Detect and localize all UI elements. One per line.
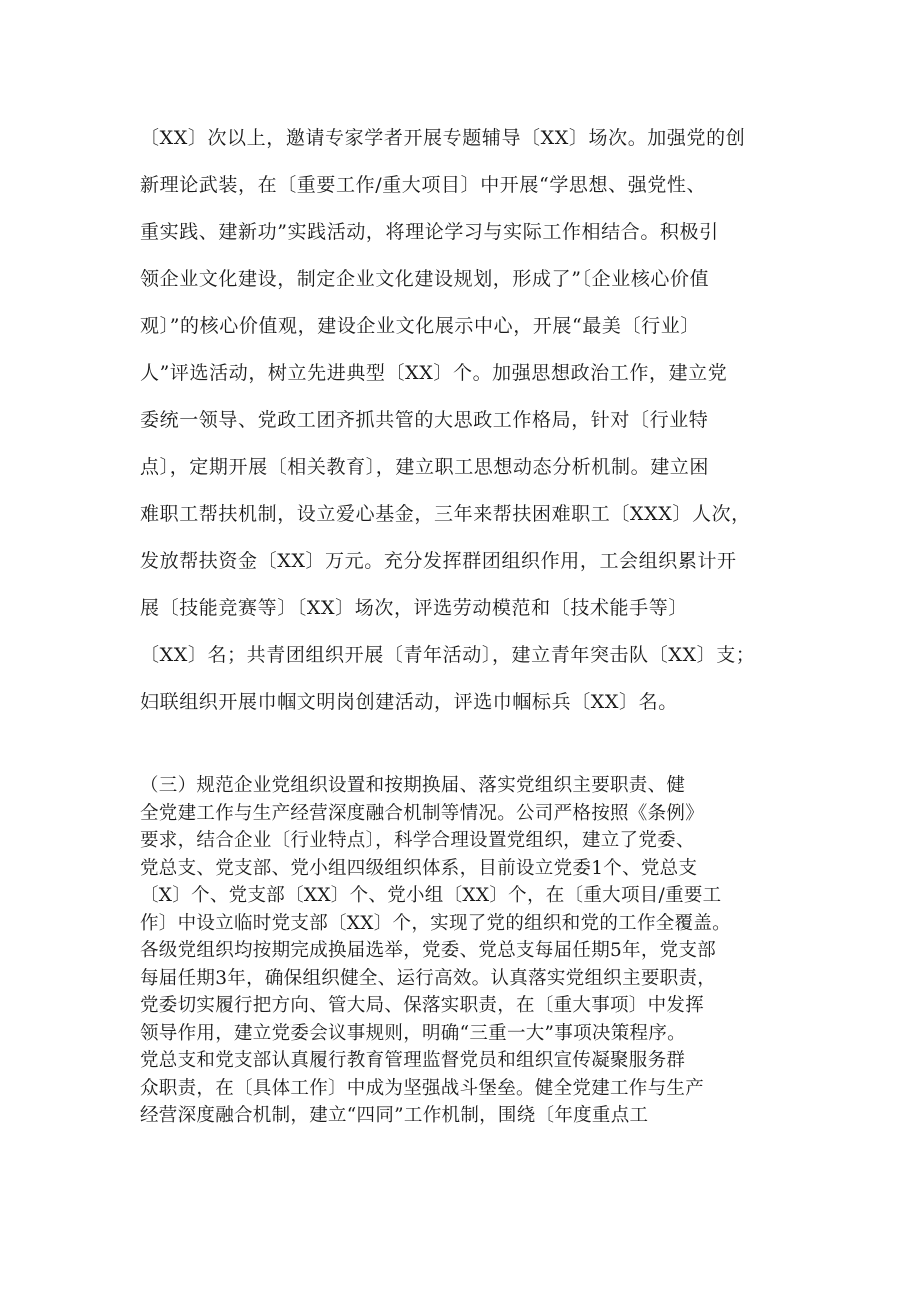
text-line: 要求，结合企业〔行业特点〕，科学合理设置党组织，建立了党委、	[140, 830, 695, 851]
text-line: 领企业文化建设，制定企业文化建设规划，形成了”〔企业核心价值	[140, 268, 710, 290]
text-line: 领导作用，建立党委会议事规则，明确“三重一大”事项决策程序。	[140, 1022, 686, 1044]
paragraph-1	[140, 118, 795, 729]
text-line: 难职工帮扶机制，设立爱心基金，三年来帮扶困难职工〔XXX〕人次，	[140, 503, 751, 525]
text-line: 展〔技能竞赛等〕〔XX〕场次，评选劳动模范和〔技术能手等〕	[140, 597, 688, 619]
text-line: 发放帮扶资金〔XX〕万元。充分发挥群团组织作用，工会组织累计开	[140, 550, 737, 572]
text-line: 各级党组织均按期完成换届选举，党委、党总支每届任期5年，党支部	[140, 940, 717, 961]
text-line: 观〕”的核心价值观，建设企业文化展示中心，开展“最美〔行业〕	[140, 315, 700, 337]
text-line: 委统一领导、党政工团齐抓共管的大思政工作格局，针对〔行业特	[140, 409, 709, 431]
section-heading-line: （三）规范企业党组织设置和按期换届、落实党组织主要职责、健	[140, 775, 686, 796]
text-line: 众职责，在〔具体工作〕中成为坚强战斗堡垒。健全党建工作与生产	[140, 1077, 705, 1099]
text-line: 每届任期3年，确保组织健全、运行高效。认真落实党组织主要职责，	[140, 967, 717, 989]
text-line: 重实践、建新功”实践活动，将理论学习与实际工作相结合。积极引	[140, 221, 719, 243]
text-line: 人”评选活动，树立先进典型〔XX〕个。加强思想政治工作，建立党	[140, 362, 728, 384]
text-line: 〔XX〕次以上，邀请专家学者开展专题辅导〔XX〕场次。加强党的创	[140, 127, 746, 149]
text-line: 〔X〕个、党支部〔XX〕个、党小组〔XX〕个，在〔重大项目/重要工	[140, 885, 722, 906]
text-line: 妇联组织开展巾帼文明岗创建活动，评选巾帼标兵〔XX〕名。	[140, 691, 678, 713]
text-line: 全党建工作与生产经营深度融合机制等情况。公司严格按照《条例》	[140, 802, 705, 824]
text-line: 党总支、党支部、党小组四级组织体系，目前设立党委1个、党总支	[140, 857, 698, 879]
text-line: 新理论武装，在〔重要工作/重大项目〕中开展“学思想、强党性、	[140, 174, 707, 196]
text-line: 党总支和党支部认真履行教育管理监督党员和组织宣传凝聚服务群	[140, 1050, 686, 1071]
text-line: 点〕，定期开展〔相关教育〕，建立职工思想动态分析机制。建立困	[140, 456, 710, 478]
text-line: 〔XX〕名；共青团组织开展〔青年活动〕，建立青年突击队〔XX〕支；	[140, 644, 756, 666]
text-line: 党委切实履行把方向、管大局、保落实职责，在〔重大事项〕中发挥	[140, 995, 705, 1016]
text-line: 经营深度融合机制，建立“四同”工作机制，围绕〔年度重点工	[140, 1105, 649, 1126]
paragraph-2	[140, 772, 800, 1130]
text-line: 作〕中设立临时党支部〔XX〕个，实现了党的组织和党的工作全覆盖。	[140, 912, 731, 934]
